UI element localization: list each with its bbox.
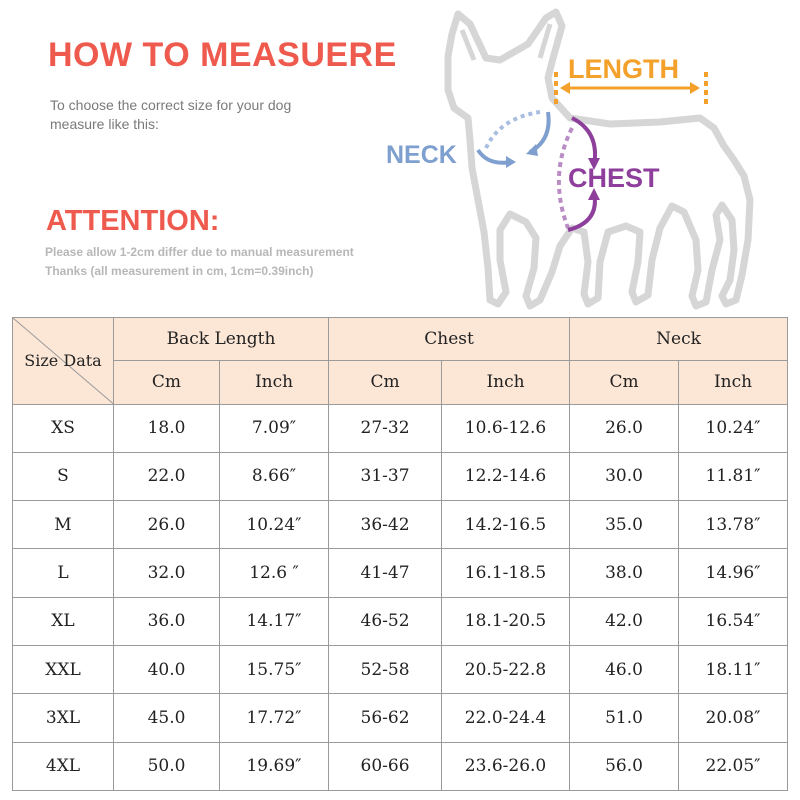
neck-cm-cell: 51.0 xyxy=(570,694,679,742)
back-cm-cell: 18.0 xyxy=(114,404,220,452)
back-cm-cell: 45.0 xyxy=(114,694,220,742)
table-row xyxy=(13,694,788,742)
neck-cm-cell: 56.0 xyxy=(570,742,679,790)
neck-inch-cell: 13.78″ xyxy=(679,501,788,549)
table-corner-cell xyxy=(13,318,114,405)
unit-header: Inch xyxy=(679,361,788,404)
chest-cm-cell: 41-47 xyxy=(329,549,442,597)
back-cm-cell: 26.0 xyxy=(114,501,220,549)
chest-inch-cell: 23.6-26.0 xyxy=(442,742,570,790)
back-cm-cell: 22.0 xyxy=(114,452,220,500)
unit-header: Cm xyxy=(329,361,442,404)
size-cell: 3XL xyxy=(13,694,114,742)
back-inch-cell: 8.66″ xyxy=(220,452,329,500)
attention-note xyxy=(45,243,405,281)
table-row xyxy=(13,452,788,500)
size-cell: 4XL xyxy=(13,742,114,790)
header-neck: Neck xyxy=(570,318,788,361)
chest-cm-cell: 27-32 xyxy=(329,404,442,452)
neck-cm-cell: 35.0 xyxy=(570,501,679,549)
table-row xyxy=(13,646,788,694)
chest-inch-cell: 10.6-12.6 xyxy=(442,404,570,452)
chest-cm-cell: 56-62 xyxy=(329,694,442,742)
chest-inch-cell: 14.2-16.5 xyxy=(442,501,570,549)
back-inch-cell: 10.24″ xyxy=(220,501,329,549)
chest-inch-cell: 16.1-18.5 xyxy=(442,549,570,597)
neck-cm-cell: 30.0 xyxy=(570,452,679,500)
intro-line-1: To choose the correct size for your dog xyxy=(50,97,292,113)
table-row xyxy=(13,742,788,790)
note-line-1: Please allow 1-2cm differ due to manual measurement xyxy=(45,245,354,259)
table-row xyxy=(13,501,788,549)
table-row xyxy=(13,597,788,645)
back-cm-cell: 36.0 xyxy=(114,597,220,645)
back-inch-cell: 19.69″ xyxy=(220,742,329,790)
neck-inch-cell: 10.24″ xyxy=(679,404,788,452)
neck-inch-cell: 20.08″ xyxy=(679,694,788,742)
neck-cm-cell: 46.0 xyxy=(570,646,679,694)
table-row xyxy=(13,404,788,452)
size-cell: XXL xyxy=(13,646,114,694)
chest-label: CHEST xyxy=(568,163,660,193)
table-row xyxy=(13,549,788,597)
size-cell: XL xyxy=(13,597,114,645)
back-inch-cell: 17.72″ xyxy=(220,694,329,742)
neck-inch-cell: 18.11″ xyxy=(679,646,788,694)
back-inch-cell: 7.09″ xyxy=(220,404,329,452)
back-cm-cell: 40.0 xyxy=(114,646,220,694)
chest-cm-cell: 36-42 xyxy=(329,501,442,549)
intro-line-2: measure like this: xyxy=(50,116,159,132)
chest-inch-cell: 18.1-20.5 xyxy=(442,597,570,645)
dog-measurement-diagram xyxy=(380,0,800,315)
size-cell: L xyxy=(13,549,114,597)
note-line-2: Thanks (all measurement in cm, 1cm=0.39inch) xyxy=(45,264,314,278)
back-inch-cell: 12.6 ″ xyxy=(220,549,329,597)
chest-inch-cell: 12.2-14.6 xyxy=(442,452,570,500)
attention-heading: ATTENTION: xyxy=(46,205,220,237)
back-inch-cell: 15.75″ xyxy=(220,646,329,694)
neck-inch-cell: 16.54″ xyxy=(679,597,788,645)
corner-label: Size Data xyxy=(24,350,102,370)
size-cell: S xyxy=(13,452,114,500)
chest-cm-cell: 31-37 xyxy=(329,452,442,500)
unit-header: Inch xyxy=(220,361,329,404)
page-title: HOW TO MEASUERE xyxy=(48,36,397,74)
size-cell: XS xyxy=(13,404,114,452)
back-cm-cell: 32.0 xyxy=(114,549,220,597)
neck-label: NECK xyxy=(386,141,457,169)
neck-inch-cell: 11.81″ xyxy=(679,452,788,500)
chest-cm-cell: 46-52 xyxy=(329,597,442,645)
header-back-length: Back Length xyxy=(114,318,329,361)
unit-header: Cm xyxy=(570,361,679,404)
unit-header: Cm xyxy=(114,361,220,404)
intro-text xyxy=(50,96,390,134)
back-cm-cell: 50.0 xyxy=(114,742,220,790)
chest-cm-cell: 60-66 xyxy=(329,742,442,790)
header-chest: Chest xyxy=(329,318,570,361)
unit-header: Inch xyxy=(442,361,570,404)
size-cell: M xyxy=(13,501,114,549)
back-inch-cell: 14.17″ xyxy=(220,597,329,645)
neck-cm-cell: 38.0 xyxy=(570,549,679,597)
size-chart-table xyxy=(12,317,788,791)
length-label: LENGTH xyxy=(568,54,679,84)
chest-cm-cell: 52-58 xyxy=(329,646,442,694)
neck-inch-cell: 22.05″ xyxy=(679,742,788,790)
neck-cm-cell: 26.0 xyxy=(570,404,679,452)
chest-inch-cell: 20.5-22.8 xyxy=(442,646,570,694)
neck-inch-cell: 14.96″ xyxy=(679,549,788,597)
chest-inch-cell: 22.0-24.4 xyxy=(442,694,570,742)
neck-cm-cell: 42.0 xyxy=(570,597,679,645)
